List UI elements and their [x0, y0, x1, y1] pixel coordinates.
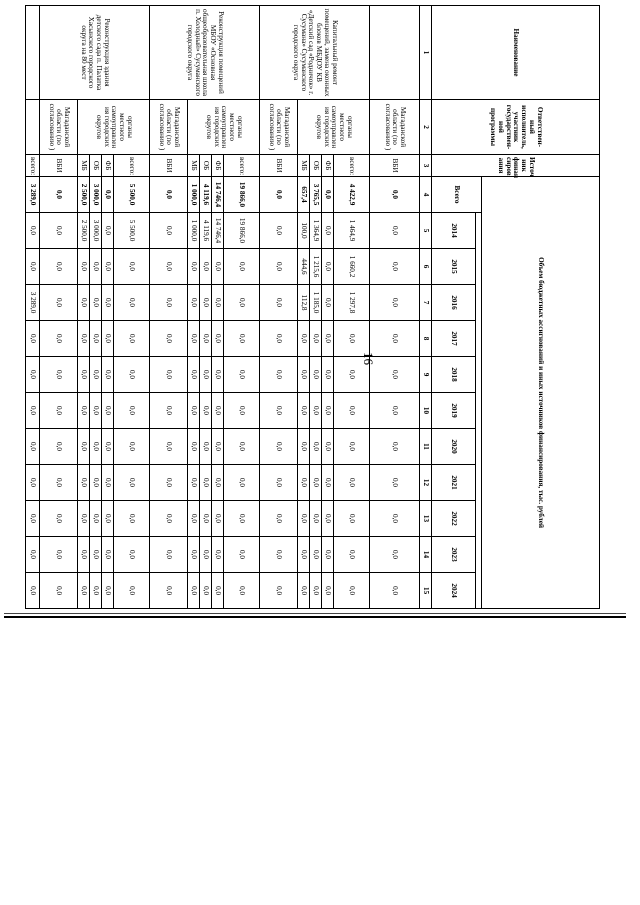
value-cell: 0,0: [224, 465, 260, 501]
header-year: 2015: [432, 249, 476, 285]
value-cell: 0,0: [310, 393, 322, 429]
header-year: 2017: [432, 321, 476, 357]
value-cell: 0,0: [188, 321, 200, 357]
value-cell: 0,0: [26, 429, 40, 465]
value-cell: 0,0: [90, 321, 102, 357]
value-cell: 0,0: [260, 537, 298, 573]
value-cell: 0,0: [224, 537, 260, 573]
header-index-cell: 4: [420, 177, 432, 213]
header-index-cell: 11: [420, 429, 432, 465]
value-cell: 0,0: [40, 537, 78, 573]
header-year: 2023: [432, 537, 476, 573]
total-cell: 1 000,0: [188, 177, 200, 213]
value-cell: 0,0: [334, 393, 370, 429]
value-cell: 0,0: [114, 321, 150, 357]
value-cell: 3 000,0: [90, 213, 102, 249]
value-cell: 0,0: [370, 393, 420, 429]
value-cell: 0,0: [102, 213, 114, 249]
value-cell: 1 660,2: [334, 249, 370, 285]
value-cell: 0,0: [370, 573, 420, 609]
value-cell: 0,0: [212, 573, 224, 609]
header-index-cell: 7: [420, 285, 432, 321]
value-cell: 1 215,6: [310, 249, 322, 285]
value-cell: 0,0: [188, 573, 200, 609]
executor-cell: Магаданской области (по согласованию ): [370, 100, 420, 155]
executor-cell: органы местного самоуправлен ия городских округов: [298, 100, 370, 155]
header-year: 2014: [432, 213, 476, 249]
header-year: 2020: [432, 429, 476, 465]
value-cell: 0,0: [260, 501, 298, 537]
value-cell: 0,0: [188, 285, 200, 321]
value-cell: 0,0: [322, 357, 334, 393]
value-cell: 0,0: [78, 429, 90, 465]
total-cell: 14 746,4: [212, 177, 224, 213]
value-cell: 0,0: [260, 393, 298, 429]
value-cell: 0,0: [78, 537, 90, 573]
value-cell: 0,0: [370, 213, 420, 249]
value-cell: 0,0: [150, 537, 188, 573]
value-cell: 0,0: [224, 357, 260, 393]
header-index-row: [420, 6, 432, 609]
value-cell: 0,0: [322, 321, 334, 357]
value-cell: 0,0: [298, 321, 310, 357]
value-cell: 0,0: [40, 285, 78, 321]
value-cell: 0,0: [40, 393, 78, 429]
header-total: Всего: [432, 177, 482, 213]
value-cell: 0,0: [26, 393, 40, 429]
value-cell: 0,0: [26, 249, 40, 285]
value-cell: 1 464,9: [334, 213, 370, 249]
value-cell: 0,0: [298, 357, 310, 393]
value-cell: 0,0: [212, 429, 224, 465]
value-cell: 0,0: [212, 537, 224, 573]
value-cell: 0,0: [224, 429, 260, 465]
value-cell: 0,0: [310, 537, 322, 573]
total-cell: 0,0: [150, 177, 188, 213]
header-index-cell: 10: [420, 393, 432, 429]
value-cell: 0,0: [78, 321, 90, 357]
header-index-cell: 9: [420, 357, 432, 393]
header-name: Наименование: [432, 6, 600, 100]
source-cell: ВБИ: [370, 155, 420, 177]
value-cell: 0,0: [322, 429, 334, 465]
value-cell: 0,0: [310, 357, 322, 393]
value-cell: 0,0: [114, 537, 150, 573]
value-cell: 0,0: [200, 537, 212, 573]
value-cell: 0,0: [260, 249, 298, 285]
value-cell: 0,0: [322, 213, 334, 249]
value-cell: 0,0: [322, 537, 334, 573]
value-cell: 0,0: [334, 501, 370, 537]
value-cell: 0,0: [40, 501, 78, 537]
value-cell: 0,0: [334, 573, 370, 609]
value-cell: 0,0: [212, 501, 224, 537]
project-name-cell: Капитальный ремонт помещений, замена оконных блоков МБДОУ КВ «Детский сад «Родничок» г. Сусумана» Сусуманского городского округа: [260, 6, 370, 100]
value-cell: 0,0: [150, 393, 188, 429]
value-cell: 0,0: [200, 249, 212, 285]
value-cell: 0,0: [102, 429, 114, 465]
value-cell: 1 185,0: [310, 285, 322, 321]
value-cell: 0,0: [212, 393, 224, 429]
value-cell: 0,0: [212, 357, 224, 393]
value-cell: 0,0: [310, 573, 322, 609]
value-cell: 0,0: [298, 393, 310, 429]
value-cell: 0,0: [26, 501, 40, 537]
value-cell: 0,0: [26, 465, 40, 501]
total-cell: 2 500,0: [78, 177, 90, 213]
value-cell: 0,0: [260, 357, 298, 393]
value-cell: 0,0: [78, 501, 90, 537]
value-cell: 19 866,0: [224, 213, 260, 249]
value-cell: 0,0: [310, 501, 322, 537]
header-index-cell: 12: [420, 465, 432, 501]
value-cell: 0,0: [78, 393, 90, 429]
header-index-cell: 1: [420, 6, 432, 100]
value-cell: 0,0: [188, 357, 200, 393]
value-cell: 0,0: [188, 393, 200, 429]
value-cell: 0,0: [40, 357, 78, 393]
value-cell: 0,0: [310, 321, 322, 357]
value-cell: 0,0: [26, 321, 40, 357]
table-row: [224, 6, 260, 609]
financing-table: [25, 5, 600, 609]
value-cell: 0,0: [298, 501, 310, 537]
value-cell: 0,0: [114, 429, 150, 465]
source-cell: ВБИ: [260, 155, 298, 177]
value-cell: 0,0: [370, 321, 420, 357]
value-cell: 0,0: [310, 465, 322, 501]
value-cell: 0,0: [212, 321, 224, 357]
value-cell: 0,0: [212, 285, 224, 321]
value-cell: 1 364,9: [310, 213, 322, 249]
value-cell: 0,0: [212, 249, 224, 285]
value-cell: 0,0: [90, 393, 102, 429]
value-cell: 0,0: [90, 501, 102, 537]
value-cell: 0,0: [90, 249, 102, 285]
executor-cell: Магаданской области (по согласованию ): [150, 100, 188, 155]
source-cell: ВБИ: [40, 155, 78, 177]
value-cell: 0,0: [298, 537, 310, 573]
value-cell: 0,0: [260, 321, 298, 357]
value-cell: 0,0: [150, 465, 188, 501]
value-cell: 0,0: [200, 321, 212, 357]
value-cell: 0,0: [26, 213, 40, 249]
value-cell: 0,0: [40, 249, 78, 285]
value-cell: 0,0: [150, 573, 188, 609]
source-cell: ВБИ: [150, 155, 188, 177]
value-cell: 3 289,0: [26, 285, 40, 321]
header-index-cell: 14: [420, 537, 432, 573]
value-cell: 14 746,4: [212, 213, 224, 249]
value-cell: 0,0: [200, 357, 212, 393]
value-cell: 0,0: [90, 429, 102, 465]
value-cell: 0,0: [102, 573, 114, 609]
header-source: Источ ник финан сиров ания: [432, 155, 600, 177]
source-cell: ФБ: [102, 155, 114, 177]
value-cell: 0,0: [370, 249, 420, 285]
value-cell: 0,0: [90, 573, 102, 609]
value-cell: 0,0: [370, 537, 420, 573]
value-cell: 0,0: [40, 213, 78, 249]
value-cell: 0,0: [150, 501, 188, 537]
total-cell: 0,0: [40, 177, 78, 213]
source-cell: ОБ: [200, 155, 212, 177]
value-cell: 0,0: [90, 537, 102, 573]
value-cell: 0,0: [188, 465, 200, 501]
value-cell: 444,6: [298, 249, 310, 285]
value-cell: 0,0: [150, 213, 188, 249]
value-cell: 0,0: [102, 501, 114, 537]
value-cell: 0,0: [114, 357, 150, 393]
value-cell: 0,0: [212, 465, 224, 501]
value-cell: 0,0: [114, 573, 150, 609]
value-cell: 0,0: [40, 573, 78, 609]
total-cell: 0,0: [102, 177, 114, 213]
total-cell: 4 422,9: [334, 177, 370, 213]
value-cell: 5 500,0: [114, 213, 150, 249]
executor-cell: Магаданской области (по согласованию ): [260, 100, 298, 155]
table-row: [26, 6, 40, 609]
source-cell: МБ: [78, 155, 90, 177]
total-cell: 0,0: [322, 177, 334, 213]
header-index-cell: 15: [420, 573, 432, 609]
total-cell: 5 500,0: [114, 177, 150, 213]
value-cell: 0,0: [90, 357, 102, 393]
value-cell: 0,0: [370, 285, 420, 321]
value-cell: 0,0: [370, 501, 420, 537]
value-cell: 0,0: [78, 573, 90, 609]
total-cell: 4 119,6: [200, 177, 212, 213]
source-cell: всего:: [26, 155, 40, 177]
value-cell: 4 119,6: [200, 213, 212, 249]
header-year: 2021: [432, 465, 476, 501]
value-cell: 0,0: [334, 321, 370, 357]
value-cell: 0,0: [334, 429, 370, 465]
value-cell: 0,0: [224, 249, 260, 285]
header-executor: Ответствен-ный исполнитель, участник государствен-ной программы: [432, 100, 600, 155]
value-cell: 0,0: [102, 357, 114, 393]
value-cell: 0,0: [224, 501, 260, 537]
value-cell: 0,0: [260, 429, 298, 465]
value-cell: 1 297,8: [334, 285, 370, 321]
value-cell: 0,0: [102, 321, 114, 357]
value-cell: 0,0: [260, 285, 298, 321]
header-years-group: [476, 213, 482, 609]
value-cell: 0,0: [150, 357, 188, 393]
value-cell: 0,0: [102, 537, 114, 573]
value-cell: 0,0: [334, 465, 370, 501]
value-cell: 0,0: [114, 393, 150, 429]
value-cell: 2 500,0: [78, 213, 90, 249]
value-cell: 0,0: [102, 285, 114, 321]
value-cell: 0,0: [224, 285, 260, 321]
total-cell: 3 765,5: [310, 177, 322, 213]
value-cell: 0,0: [322, 573, 334, 609]
value-cell: 0,0: [102, 249, 114, 285]
header-year: 2022: [432, 501, 476, 537]
value-cell: 0,0: [114, 465, 150, 501]
header-index-cell: 8: [420, 321, 432, 357]
header-index-cell: 6: [420, 249, 432, 285]
value-cell: 0,0: [26, 357, 40, 393]
value-cell: 0,0: [370, 357, 420, 393]
value-cell: 0,0: [114, 285, 150, 321]
executor-cell: органы местного самоуправлен ия городских округов: [78, 100, 150, 155]
value-cell: 0,0: [78, 357, 90, 393]
value-cell: 0,0: [200, 465, 212, 501]
value-cell: 0,0: [224, 393, 260, 429]
executor-cell: органы местного самоуправлен ия городских округов: [188, 100, 260, 155]
executor-cell: [26, 100, 40, 155]
value-cell: 0,0: [298, 429, 310, 465]
value-cell: 0,0: [200, 393, 212, 429]
source-cell: ФБ: [212, 155, 224, 177]
source-cell: всего:: [224, 155, 260, 177]
value-cell: 0,0: [322, 465, 334, 501]
value-cell: 0,0: [200, 285, 212, 321]
header-year: 2024: [432, 573, 476, 609]
value-cell: 0,0: [200, 429, 212, 465]
header-index-cell: 5: [420, 213, 432, 249]
value-cell: 0,0: [150, 285, 188, 321]
value-cell: 0,0: [150, 321, 188, 357]
value-cell: 0,0: [102, 393, 114, 429]
source-cell: МБ: [188, 155, 200, 177]
value-cell: 0,0: [322, 501, 334, 537]
value-cell: 1 000,0: [188, 213, 200, 249]
value-cell: 0,0: [200, 573, 212, 609]
value-cell: 0,0: [150, 249, 188, 285]
source-cell: ФБ: [322, 155, 334, 177]
value-cell: 0,0: [334, 357, 370, 393]
value-cell: 0,0: [224, 573, 260, 609]
value-cell: 0,0: [370, 429, 420, 465]
value-cell: 0,0: [78, 249, 90, 285]
name-cell: [370, 6, 420, 100]
source-cell: всего:: [334, 155, 370, 177]
header-year: 2018: [432, 357, 476, 393]
value-cell: 0,0: [322, 249, 334, 285]
financing-table-frame: [29, 5, 600, 608]
value-cell: 0,0: [188, 249, 200, 285]
total-cell: 0,0: [260, 177, 298, 213]
value-cell: 0,0: [150, 429, 188, 465]
value-cell: 0,0: [188, 537, 200, 573]
total-cell: 3 000,0: [90, 177, 102, 213]
header-index-cell: 3: [420, 155, 432, 177]
separator-line-bold: [4, 616, 626, 618]
value-cell: 0,0: [224, 321, 260, 357]
value-cell: 112,8: [298, 285, 310, 321]
header-index-cell: 13: [420, 501, 432, 537]
value-cell: 0,0: [102, 465, 114, 501]
source-cell: ОБ: [90, 155, 102, 177]
value-cell: 0,0: [260, 573, 298, 609]
table-row: [370, 6, 420, 609]
value-cell: 0,0: [40, 465, 78, 501]
source-cell: МБ: [298, 155, 310, 177]
table-row: [114, 6, 150, 609]
value-cell: 0,0: [78, 465, 90, 501]
value-cell: 0,0: [26, 537, 40, 573]
header-year: 2016: [432, 285, 476, 321]
value-cell: 0,0: [322, 393, 334, 429]
value-cell: 0,0: [114, 501, 150, 537]
source-cell: ОБ: [310, 155, 322, 177]
project-name-cell: Реконструкция помещений МБОУ «Основная общеобразовательная школа п. Холодный» Сусуманского городского округа: [150, 6, 260, 100]
value-cell: 100,0: [298, 213, 310, 249]
table-body: [26, 6, 600, 609]
value-cell: 0,0: [26, 573, 40, 609]
page-number: 16: [361, 352, 376, 365]
total-cell: 0,0: [370, 177, 420, 213]
value-cell: 0,0: [298, 465, 310, 501]
value-cell: 0,0: [40, 321, 78, 357]
value-cell: 0,0: [114, 249, 150, 285]
value-cell: 0,0: [334, 537, 370, 573]
executor-cell: Магаданской области (по согласованию ): [40, 100, 78, 155]
value-cell: 0,0: [40, 429, 78, 465]
header-volume: Объем бюджетных ассигнований и иных источников финансирования, тыс. рублей: [482, 177, 600, 609]
separator-line: [4, 613, 626, 614]
project-name-cell: Реконструкция здания детского сада п. Палатка Хасынского городского округа на 80 мест: [40, 6, 150, 100]
source-cell: всего:: [114, 155, 150, 177]
table-row: [334, 6, 370, 609]
value-cell: 0,0: [200, 501, 212, 537]
value-cell: 0,0: [78, 285, 90, 321]
header-year: 2019: [432, 393, 476, 429]
value-cell: 0,0: [260, 465, 298, 501]
value-cell: 0,0: [90, 285, 102, 321]
total-cell: 19 866,0: [224, 177, 260, 213]
value-cell: 0,0: [90, 465, 102, 501]
value-cell: 0,0: [260, 213, 298, 249]
value-cell: 0,0: [188, 501, 200, 537]
total-cell: 657,4: [298, 177, 310, 213]
header-index-cell: 2: [420, 100, 432, 155]
value-cell: 0,0: [188, 429, 200, 465]
value-cell: 0,0: [370, 465, 420, 501]
total-cell: 3 289,0: [26, 177, 40, 213]
value-cell: 0,0: [310, 429, 322, 465]
value-cell: 0,0: [322, 285, 334, 321]
value-cell: 0,0: [298, 573, 310, 609]
name-cell: [26, 6, 40, 100]
